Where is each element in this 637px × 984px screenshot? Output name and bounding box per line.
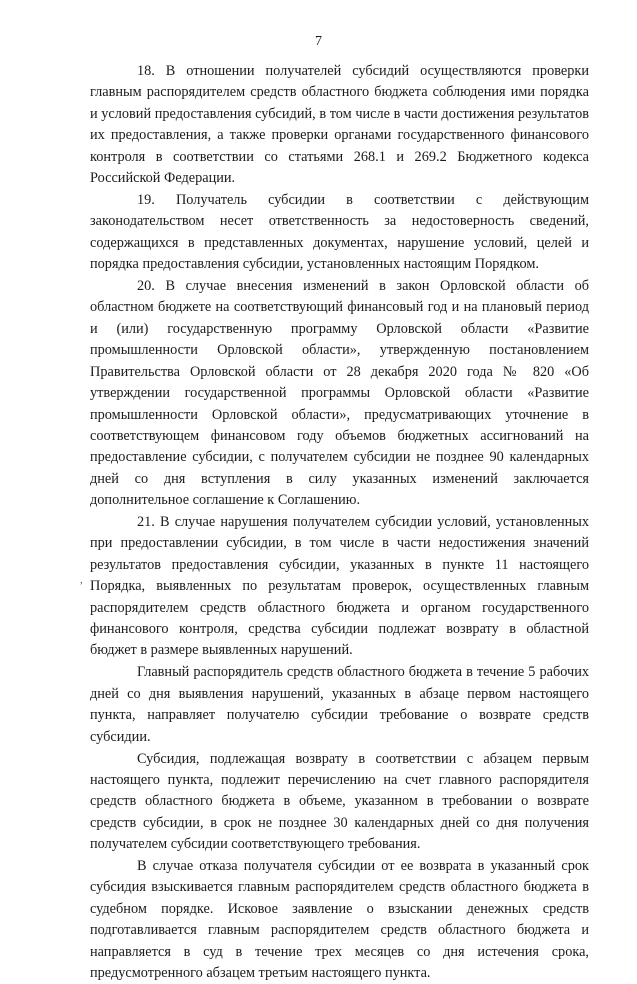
- document-body: [90, 61, 589, 984]
- page-number: 7: [315, 34, 322, 49]
- paragraph-21-court-recovery: В случае отказа получателя субсидии от ее возврата в указанный срок субсидия взыскивается главным распорядителем средств областного бюджета в судебном порядке. Исковое заявление о взыскании денежных средств подготавливается главным распорядителем средств областного бюджета и направляется в суд в течение трех месяцев со дня истечения срока, предусмотренного абзацем третьим настоящего пункта.: [90, 858, 589, 982]
- paragraph-21: 21. В случае нарушения получателем субсидии условий, установленных при предоставлении субсидии, в том числе в части недостижения значений результатов предоставления субсидии, указанных в пункте 11 настоящего Порядка, выявленных по результатам проверок, осуществленных главным распорядителем средств областного бюджета и органом государственного финансового контроля, средства субсидии подлежат возврату в областной бюджет в размере выявленных нарушений.: [90, 514, 589, 659]
- paragraph-18: 18. В отношении получателей субсидий осуществляются проверки главным распорядителем средств областного бюджета соблюдения ими порядка и условий предоставления субсидий, в том числе в части достижения результатов их предоставления, а также проверки органами государственного финансового контроля в соответствии со статьями 268.1 и 269.2 Бюджетного кодекса Российской Федерации.: [90, 63, 589, 187]
- paragraph-21-return-demand: Главный распорядитель средств областного бюджета в течение 5 рабочих дней со дня выявления нарушений, указанных в абзаце первом настоящего пункта, направляет получателю субсидии требование о возврате средств субсидии.: [90, 664, 589, 745]
- margin-mark: ,: [80, 574, 83, 586]
- paragraph-20: 20. В случае внесения изменений в закон Орловской области об областном бюджете на соответствующий финансовый год и на плановый период и (или) государственную программу Орловской области «Развитие промышленности Орловской области», утвержденную постановлением Правительства Орловской области от 28 декабря 2020 года № 820 «Об утверждении государственной программы Орловской области «Развитие промышленности Орловской области», предусматривающих уточнение в соответствующем финансовом году объемов бюджетных ассигнований на предоставление субсидии, с получателем субсидии не позднее 90 календарных дней со дня вступления в силу указанных изменений заключается дополнительное соглашение к Соглашению.: [90, 278, 589, 509]
- paragraph-19: 19. Получатель субсидии в соответствии с действующим законодательством несет ответственность за недостоверность сведений, содержащихся в представленных документах, нарушение условий, целей и порядка предоставления субсидии, установленных настоящим Порядком.: [90, 191, 589, 273]
- paragraph-21-transfer: Субсидия, подлежащая возврату в соответствии с абзацем первым настоящего пункта, подлежит перечислению на счет главного распорядителя средств областного бюджета в объеме, указанном в требовании о возврате средств субсидии, в срок не позднее 30 календарных дней со дня получения получателем субсидии соответствующего требования.: [90, 750, 589, 853]
